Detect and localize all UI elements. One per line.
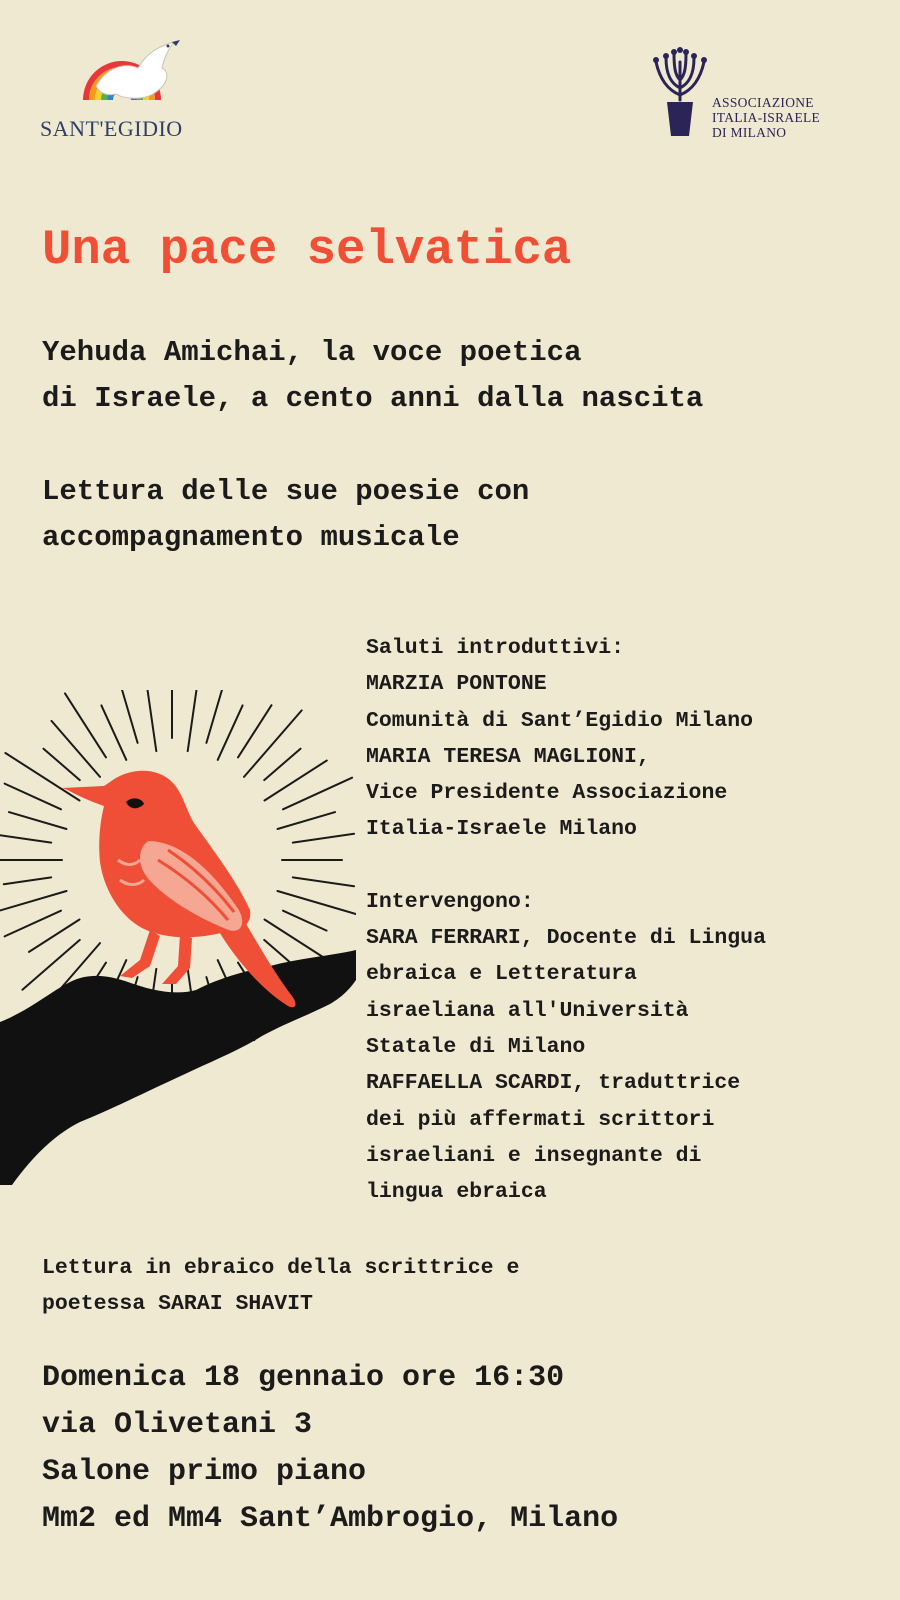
speaker-line: RAFFAELLA SCARDI, traduttrice [366, 1071, 741, 1096]
subtitle-line-1: Yehuda Amichai, la voce poetica [42, 336, 582, 369]
santegidio-logo [40, 38, 210, 148]
sun-ray [244, 710, 302, 777]
event-transit: Mm2 ed Mm4 Sant’Ambrogio, Milano [42, 1502, 619, 1536]
associazione-line-2: ITALIA-ISRAELE [712, 110, 821, 125]
associazione-line-1: ASSOCIAZIONE [712, 95, 814, 110]
bird-on-hand-illustration [0, 690, 356, 1185]
sun-ray [293, 877, 354, 886]
hebrew-reading-note [42, 1250, 519, 1322]
event-subtitle [42, 330, 703, 422]
sun-ray [44, 749, 80, 780]
santegidio-wordmark: SANT'EGIDIO [40, 116, 183, 141]
speaker-line: dei più affermati scrittori [366, 1107, 715, 1132]
greeting-line: Italia-Israele Milano [366, 817, 637, 842]
sun-ray [144, 690, 157, 751]
speaker-line: israeliani e insegnante di [366, 1143, 702, 1168]
hebrew-reading-line-2: poetessa SARAI SHAVIT [42, 1292, 313, 1316]
sun-ray [218, 705, 243, 760]
sun-ray [206, 690, 227, 743]
sun-ray [5, 753, 79, 801]
associazione-line-3: DI MILANO [712, 125, 787, 140]
event-title: Una pace selvatica [42, 222, 572, 278]
dove-rainbow-icon [78, 38, 208, 113]
menorah-tree-icon [650, 40, 710, 140]
sun-ray [52, 721, 101, 777]
speakers-heading: Intervengono: [366, 889, 534, 914]
program-details [366, 630, 886, 1210]
sun-ray [278, 812, 336, 829]
speaker-line: SARA FERRARI, Docente di Lingua [366, 926, 766, 951]
speaker-line: ebraica e Letteratura [366, 962, 637, 987]
sun-ray [65, 693, 106, 757]
sun-ray [4, 877, 52, 884]
sun-ray [5, 784, 61, 810]
event-description [42, 469, 529, 561]
greeting-line: MARZIA PONTONE [366, 672, 547, 697]
hebrew-reading-line-1: Lettura in ebraico della scrittrice e [42, 1256, 520, 1280]
associazione-logo [650, 40, 870, 150]
sun-ray [293, 834, 354, 843]
sun-ray [120, 690, 137, 743]
subtitle-line-2: di Israele, a cento anni dalla nascita [42, 382, 704, 415]
description-line-1: Lettura delle sue poesie con [42, 475, 530, 508]
greeting-line: Comunità di Sant’Egidio Milano [366, 708, 754, 733]
greeting-line: Vice Presidente Associazione [366, 781, 728, 806]
sun-ray [278, 891, 357, 916]
greetings-heading: Saluti introduttivi: [366, 636, 625, 660]
event-details [42, 1355, 618, 1543]
greeting-line: MARIA TERESA MAGLIONI, [366, 744, 650, 769]
speaker-line: lingua ebraica [366, 1180, 547, 1205]
description-line-2: accompagnamento musicale [42, 521, 460, 554]
event-date-time: Domenica 18 gennaio ore 16:30 [42, 1361, 565, 1395]
event-address: via Olivetani 3 [42, 1408, 313, 1442]
sun-ray [9, 812, 67, 829]
sun-ray [101, 705, 126, 760]
event-room: Salone primo piano [42, 1455, 367, 1489]
sun-ray [0, 832, 51, 843]
sun-ray [264, 749, 300, 780]
associazione-wordmark [712, 95, 820, 140]
sun-ray [283, 911, 327, 931]
sun-ray [5, 911, 61, 937]
speaker-line: israeliana all'Università [366, 998, 689, 1023]
speaker-line: Statale di Milano [366, 1034, 586, 1059]
sun-ray [188, 690, 199, 751]
